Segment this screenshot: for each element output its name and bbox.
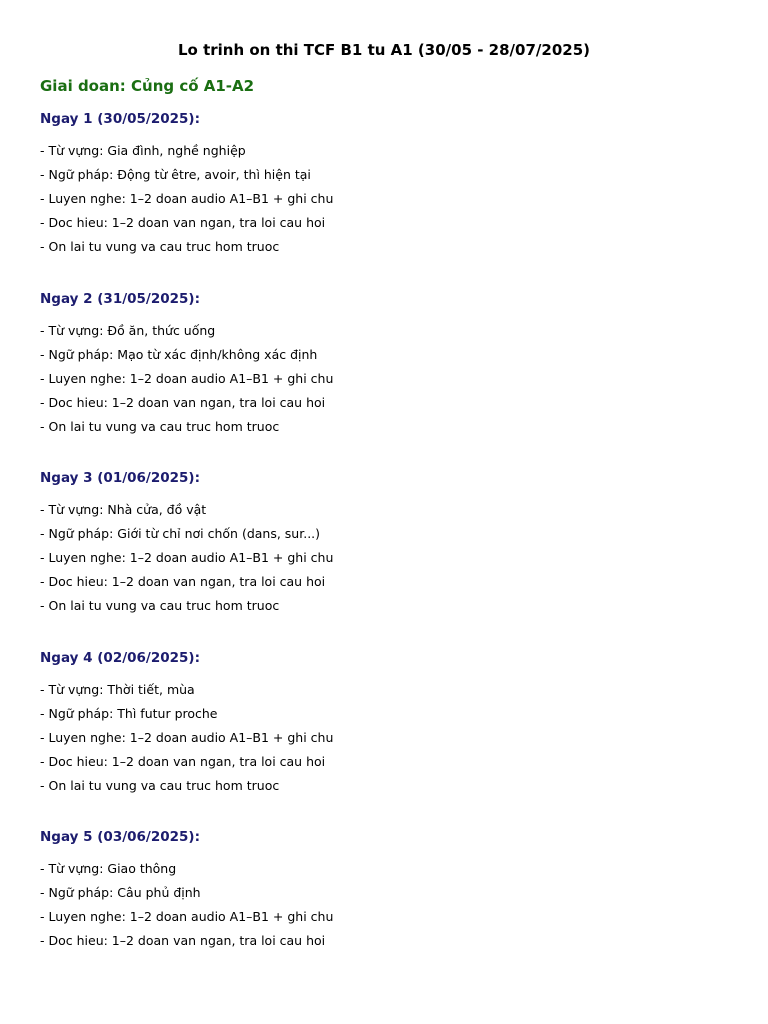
day-heading: Ngay 2 (31/05/2025): bbox=[40, 290, 200, 307]
day-task-list bbox=[40, 498, 728, 618]
day-section-4 bbox=[40, 649, 728, 829]
task-item-reading: - Doc hieu: 1–2 doan van ngan, tra loi cau hoi bbox=[40, 933, 326, 949]
task-item-review: - On lai tu vung va cau truc hom truoc bbox=[40, 239, 280, 255]
task-item-listening: - Luyen nghe: 1–2 doan audio A1–B1 + ghi chu bbox=[40, 729, 334, 745]
task-item-grammar: - Ngữ pháp: Câu phủ định bbox=[40, 885, 201, 901]
day-heading: Ngay 4 (02/06/2025): bbox=[40, 649, 200, 666]
task-item-grammar: - Ngữ pháp: Giới từ chỉ nơi chốn (dans, sur...) bbox=[40, 526, 321, 542]
day-section-2 bbox=[40, 290, 728, 470]
day-section-1 bbox=[40, 110, 728, 290]
phase-heading: Giai doan: Củng cố A1-A2 bbox=[40, 77, 255, 95]
day-schedule-list bbox=[40, 110, 728, 1008]
task-item-listening: - Luyen nghe: 1–2 doan audio A1–B1 + ghi chu bbox=[40, 191, 334, 207]
day-task-list bbox=[40, 857, 728, 953]
task-item-grammar: - Ngữ pháp: Thì futur proche bbox=[40, 705, 218, 721]
task-item-grammar: - Ngữ pháp: Mạo từ xác định/không xác định bbox=[40, 346, 318, 362]
task-item-grammar: - Ngữ pháp: Động từ être, avoir, thì hiện tại bbox=[40, 167, 311, 183]
task-item-listening: - Luyen nghe: 1–2 doan audio A1–B1 + ghi chu bbox=[40, 370, 334, 386]
task-item-vocabulary: - Từ vựng: Đồ ăn, thức uống bbox=[40, 322, 216, 338]
task-item-reading: - Doc hieu: 1–2 doan van ngan, tra loi cau hoi bbox=[40, 574, 326, 590]
document-title: Lo trinh on thi TCF B1 tu A1 (30/05 - 28/07/2025) bbox=[178, 41, 590, 59]
day-task-list bbox=[40, 319, 728, 439]
task-item-listening: - Luyen nghe: 1–2 doan audio A1–B1 + ghi chu bbox=[40, 550, 334, 566]
task-item-reading: - Doc hieu: 1–2 doan van ngan, tra loi cau hoi bbox=[40, 215, 326, 231]
day-section-3 bbox=[40, 469, 728, 649]
task-item-review: - On lai tu vung va cau truc hom truoc bbox=[40, 418, 280, 434]
day-heading: Ngay 3 (01/06/2025): bbox=[40, 470, 200, 486]
day-task-list bbox=[40, 678, 728, 798]
task-item-vocabulary: - Từ vựng: Nhà cửa, đồ vật bbox=[40, 502, 207, 517]
day-heading: Ngay 5 (03/06/2025): bbox=[40, 829, 200, 845]
task-item-vocabulary: - Từ vựng: Thời tiết, mùa bbox=[40, 681, 195, 697]
task-item-review: - On lai tu vung va cau truc hom truoc bbox=[40, 777, 280, 793]
task-item-review: - On lai tu vung va cau truc hom truoc bbox=[40, 598, 280, 614]
task-item-reading: - Doc hieu: 1–2 doan van ngan, tra loi cau hoi bbox=[40, 753, 326, 769]
day-heading: Ngay 1 (30/05/2025): bbox=[40, 111, 200, 127]
task-item-vocabulary: - Từ vựng: Giao thông bbox=[40, 861, 177, 876]
task-item-vocabulary: - Từ vựng: Gia đình, nghề nghiệp bbox=[40, 143, 246, 158]
day-task-list bbox=[40, 139, 728, 259]
task-item-listening: - Luyen nghe: 1–2 doan audio A1–B1 + ghi chu bbox=[40, 909, 334, 925]
task-item-reading: - Doc hieu: 1–2 doan van ngan, tra loi cau hoi bbox=[40, 394, 326, 410]
day-section-5 bbox=[40, 828, 728, 1008]
